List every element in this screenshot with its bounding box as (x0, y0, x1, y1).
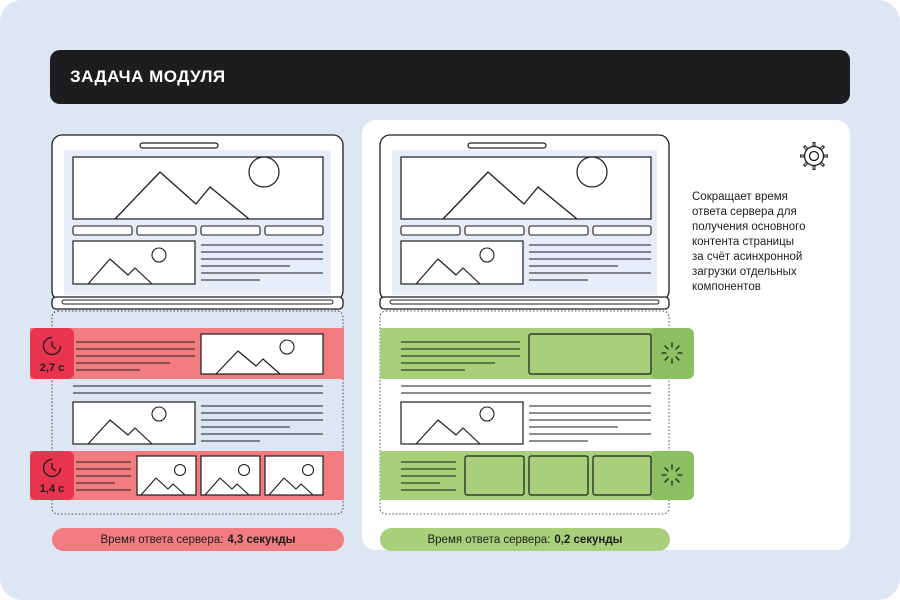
response-value: 4,3 секунды (227, 533, 296, 546)
image-placeholder-icon (401, 241, 523, 284)
response-label: Время ответа сервера: (100, 533, 224, 546)
load-time-bottom: 1,4 с (39, 483, 65, 495)
description-line: получения основного (692, 221, 806, 233)
gear-icon (800, 142, 832, 170)
page-title: ЗАДАЧА МОДУЛЯ (50, 50, 850, 104)
image-placeholder-icon (73, 157, 323, 219)
load-time-top: 2,7 с (39, 362, 65, 374)
laptop-slow (52, 135, 343, 309)
image-placeholder-icon (73, 402, 195, 444)
response-value: 0,2 секунды (554, 533, 623, 546)
fast-module-bottom (380, 451, 694, 500)
description-line: за счёт асинхронной (692, 251, 803, 263)
slow-module-bottom (30, 451, 344, 500)
image-placeholder-icon (401, 402, 523, 444)
image-placeholder-icon (201, 456, 260, 495)
image-placeholder-icon (265, 456, 323, 495)
image-placeholder-icon (201, 334, 323, 374)
description-line: контента страницы (692, 236, 794, 248)
description-line: ответа сервера для (692, 206, 797, 218)
image-placeholder-icon (137, 456, 196, 495)
response-label: Время ответа сервера: (427, 533, 551, 546)
image-placeholder-icon (73, 241, 195, 284)
server-response-slow (52, 528, 344, 551)
fast-content-middle (401, 386, 651, 444)
description-line: Сокращает время (692, 191, 788, 203)
server-response-fast (380, 528, 670, 551)
description-line: компонентов (692, 281, 761, 293)
description-line: загрузки отдельных (692, 266, 797, 278)
slow-content-middle (73, 386, 323, 444)
fast-module-top (380, 328, 694, 379)
image-placeholder-icon (401, 157, 651, 219)
laptop-fast (380, 135, 669, 309)
slow-module-top (30, 328, 344, 379)
description (692, 190, 832, 295)
